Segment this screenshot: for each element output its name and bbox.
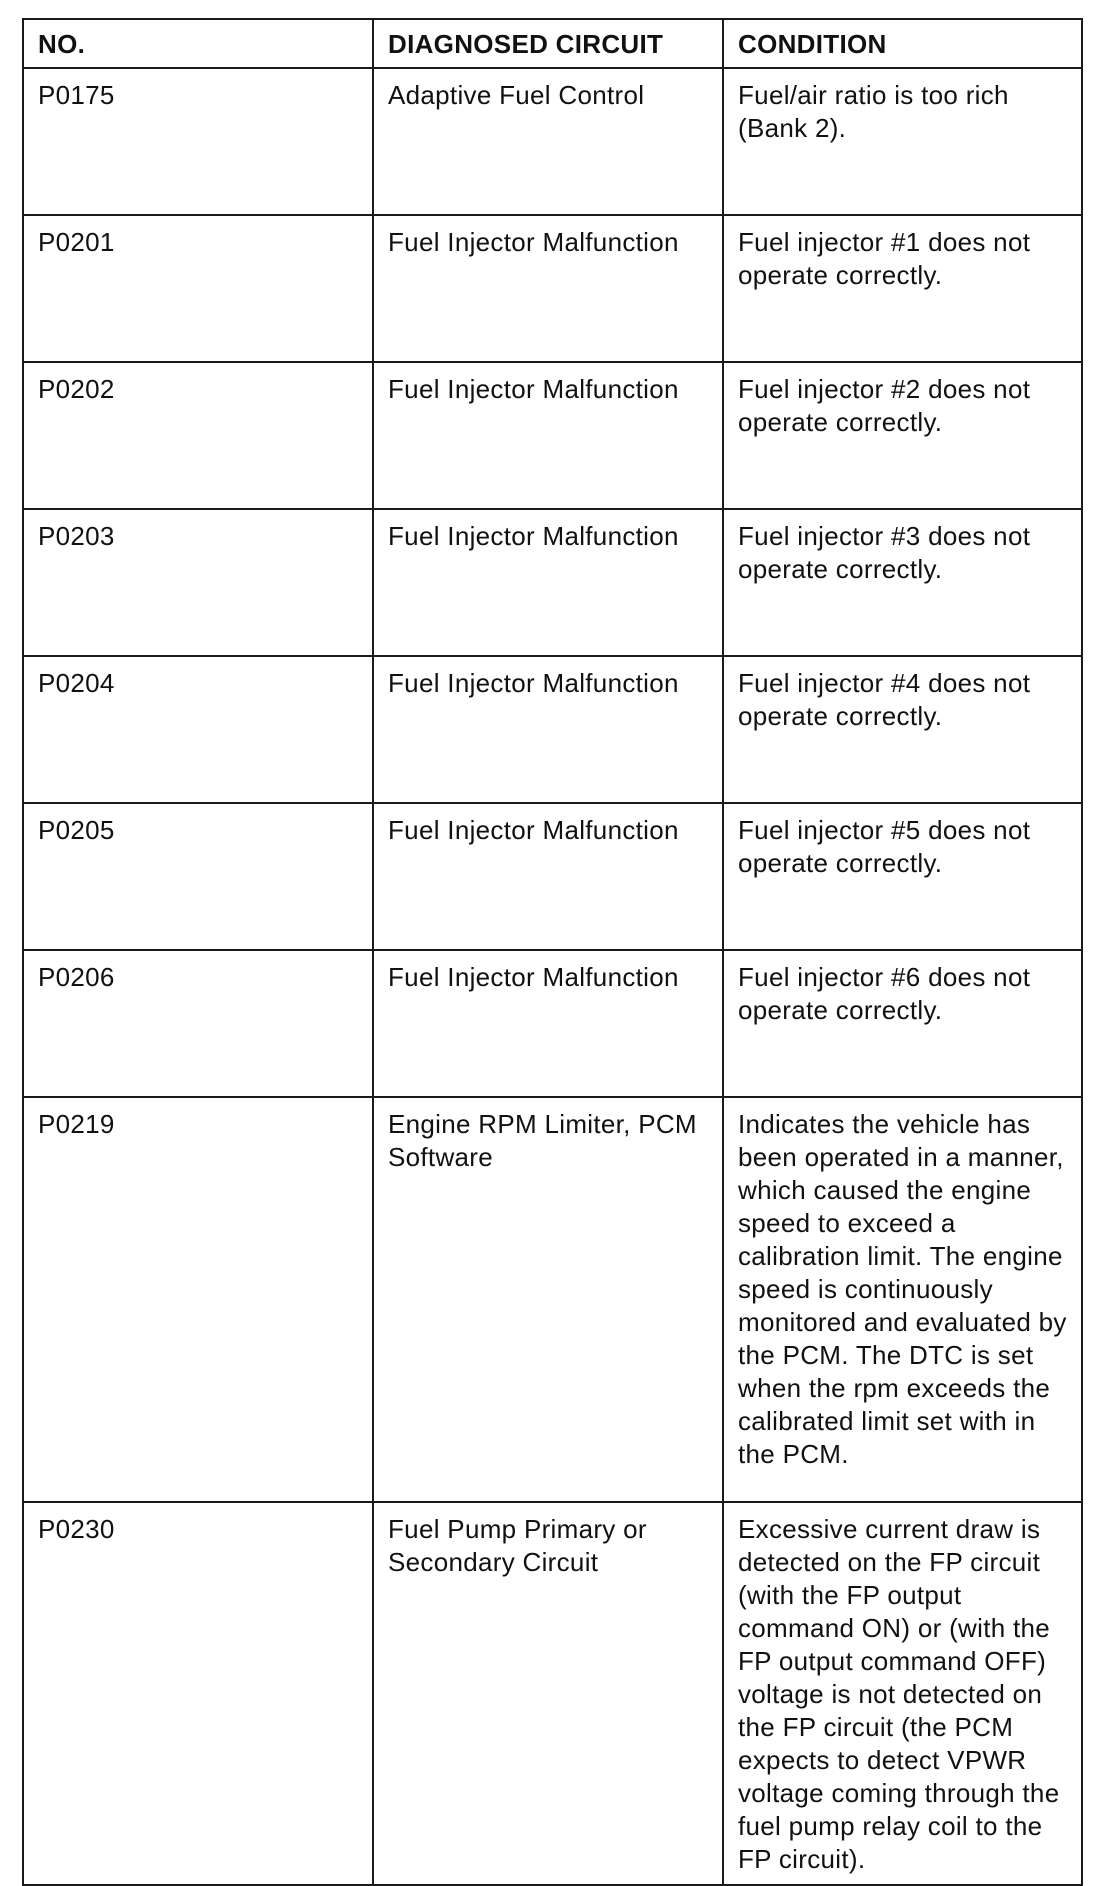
condition: Fuel injector #6 does not operate correctly.	[723, 950, 1082, 1097]
diagnosed-circuit: Fuel Injector Malfunction	[373, 803, 723, 950]
diagnosed-circuit: Fuel Injector Malfunction	[373, 656, 723, 803]
diagnosed-circuit: Engine RPM Limiter, PCM Software	[373, 1097, 723, 1502]
dtc-code: P0230	[23, 1502, 373, 1885]
table-row	[23, 1502, 1082, 1885]
table-row	[23, 509, 1082, 656]
condition: Fuel injector #5 does not operate correctly.	[723, 803, 1082, 950]
dtc-code: P0206	[23, 950, 373, 1097]
dtc-code: P0219	[23, 1097, 373, 1502]
table-row	[23, 215, 1082, 362]
condition: Fuel injector #3 does not operate correctly.	[723, 509, 1082, 656]
diagnosed-circuit: Fuel Injector Malfunction	[373, 509, 723, 656]
table-row	[23, 803, 1082, 950]
condition: Fuel injector #4 does not operate correctly.	[723, 656, 1082, 803]
header-no: NO.	[23, 19, 373, 68]
dtc-code: P0205	[23, 803, 373, 950]
dtc-table	[22, 18, 1083, 1886]
table-row	[23, 1097, 1082, 1502]
dtc-code: P0204	[23, 656, 373, 803]
table-row	[23, 362, 1082, 509]
header-diagnosed-circuit: DIAGNOSED CIRCUIT	[373, 19, 723, 68]
table-row	[23, 656, 1082, 803]
table-row	[23, 68, 1082, 215]
table-row	[23, 950, 1082, 1097]
diagnosed-circuit: Fuel Injector Malfunction	[373, 362, 723, 509]
dtc-code: P0202	[23, 362, 373, 509]
condition: Fuel injector #1 does not operate correctly.	[723, 215, 1082, 362]
condition: Indicates the vehicle has been operated in a manner, which caused the engine speed to exceed a calibration limit. The engine speed is continuously monitored and evaluated by the PCM. The DTC is set when the rpm exceeds the calibrated limit set with in the PCM.	[723, 1097, 1082, 1502]
diagnosed-circuit: Adaptive Fuel Control	[373, 68, 723, 215]
diagnosed-circuit: Fuel Injector Malfunction	[373, 215, 723, 362]
condition: Fuel/air ratio is too rich (Bank 2).	[723, 68, 1082, 215]
diagnosed-circuit: Fuel Pump Primary or Secondary Circuit	[373, 1502, 723, 1885]
dtc-code: P0201	[23, 215, 373, 362]
dtc-code: P0203	[23, 509, 373, 656]
table-header-row	[23, 19, 1082, 68]
condition: Excessive current draw is detected on the FP circuit (with the FP output command ON) or (with the FP output command OFF) voltage is not detected on the FP circuit (the PCM expects to detect VPWR voltage coming through the fuel pump relay coil to the FP circuit).	[723, 1502, 1082, 1885]
document-page	[22, 18, 1081, 1886]
header-condition: CONDITION	[723, 19, 1082, 68]
diagnosed-circuit: Fuel Injector Malfunction	[373, 950, 723, 1097]
dtc-code: P0175	[23, 68, 373, 215]
condition: Fuel injector #2 does not operate correctly.	[723, 362, 1082, 509]
